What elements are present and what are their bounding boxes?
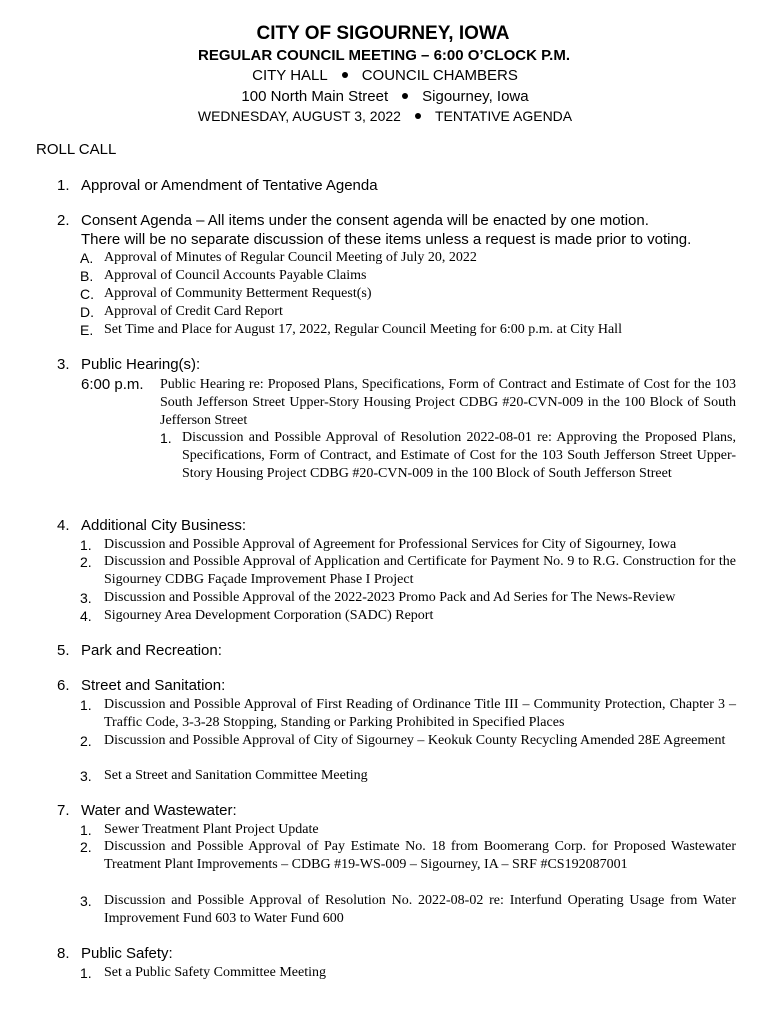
list-item: 1. Sewer Treatment Plant Project Update [80, 822, 319, 838]
hearing-subitem: 1. Discussion and Possible Approval of Resolution 2022-08-01 re: Approving the Proposed Plans, Specifications, Form of Contract, and Estimate of Cost for the 103 South Jefferson Street Upper-Story Housing Project CDBG #20-CVN-009 in the 100 Block of South Jefferson Street [160, 430, 736, 481]
list-item: 4. Sigourney Area Development Corporation (SADC) Report [80, 608, 434, 624]
agenda-type: TENTATIVE AGENDA [434, 108, 573, 124]
section-number: 8. [57, 945, 70, 962]
hearing-description: Public Hearing re: Proposed Plans, Specifications, Form of Contract and Estimate of Cost for the 103 South Jefferson Street Upper-Story Housing Project CDBG #20-CVN-009 in the 100 Block of South Jefferson Street [160, 377, 736, 428]
date-line [0, 107, 770, 125]
city-title: CITY OF SIGOURNEY, IOWA [256, 23, 510, 44]
bullet-icon [402, 93, 408, 99]
list-item: B. Approval of Council Accounts Payable Claims [80, 268, 367, 284]
section-number: 2. [57, 212, 70, 229]
location-b: COUNCIL CHAMBERS [361, 67, 518, 84]
section-title: Park and Recreation: [81, 642, 222, 659]
address-line [0, 86, 770, 107]
list-item: E. Set Time and Place for August 17, 2022, Regular Council Meeting for 6:00 p.m. at City Hall [80, 322, 622, 338]
list-item: 2. Discussion and Possible Approval of Pay Estimate No. 18 from Boomerang Corp. for Proposed Wastewater Treatment Plant Improvements – CDBG #19-WS-009 – Sigourney, IA – SRF #CS192087001 [80, 839, 736, 872]
section-title: Public Safety: [81, 945, 173, 962]
section-number: 7. [57, 802, 70, 819]
list-item: 1. Discussion and Possible Approval of Agreement for Professional Services for City of Sigourney, Iowa [80, 537, 677, 553]
list-item: D. Approval of Credit Card Report [80, 304, 283, 320]
meeting-date: WEDNESDAY, AUGUST 3, 2022 [197, 108, 401, 124]
section-number: 4. [57, 517, 70, 534]
list-item: 2. Discussion and Possible Approval of City of Sigourney – Keokuk County Recycling Amended 28E Agreement [80, 733, 726, 749]
list-item: 1. Discussion and Possible Approval of First Reading of Ordinance Title III – Community Protection, Chapter 3 – Traffic Code, 3-3-28 Stopping, Standing or Parking Prohibited in Specified Places [80, 697, 736, 730]
list-item: 3. Discussion and Possible Approval of the 2022-2023 Promo Pack and Ad Series for The News-Review [80, 590, 676, 606]
consent-note: There will be no separate discussion of these items unless a request is made prior to voting. [81, 231, 692, 248]
list-item: 3. Set a Street and Sanitation Committee Meeting [80, 768, 368, 784]
section-title: Public Hearing(s): [81, 356, 201, 373]
location-line [0, 65, 770, 86]
list-item: 3. Discussion and Possible Approval of Resolution No. 2022-08-02 re: Interfund Operating Usage from Water Improvement Fund 603 to Water Fund 600 [80, 893, 736, 926]
address-b: Sigourney, Iowa [422, 88, 529, 105]
list-item: A. Approval of Minutes of Regular Council Meeting of July 20, 2022 [80, 250, 477, 266]
section-title: Water and Wastewater: [81, 802, 237, 819]
list-item: C. Approval of Community Betterment Request(s) [80, 286, 372, 302]
list-item: 1. Set a Public Safety Committee Meeting [80, 965, 327, 981]
list-item: 2. Discussion and Possible Approval of Application and Certificate for Payment No. 9 to R.G. Construction for the Sigourney CDBG Façade Improvement Phase I Project [80, 554, 736, 587]
bullet-icon [415, 113, 421, 119]
section-number: 6. [57, 677, 70, 694]
section-number: 1. [57, 177, 70, 194]
section-number: 5. [57, 642, 70, 659]
section-title: Additional City Business: [81, 517, 247, 534]
section-title: Street and Sanitation: [81, 677, 226, 694]
roll-call: ROLL CALL [36, 141, 117, 158]
section-title: Approval or Amendment of Tentative Agenda [81, 177, 378, 194]
hearing-time: 6:00 p.m. [81, 376, 144, 393]
location-a: CITY HALL [252, 67, 328, 84]
agenda-header [0, 22, 770, 125]
section-title: Consent Agenda – All items under the consent agenda will be enacted by one motion. [81, 212, 649, 229]
bullet-icon [342, 72, 348, 78]
meeting-subtitle: REGULAR COUNCIL MEETING – 6:00 O’CLOCK P.M. [198, 47, 570, 64]
address-a: 100 North Main Street [241, 88, 389, 105]
section-number: 3. [57, 356, 70, 373]
